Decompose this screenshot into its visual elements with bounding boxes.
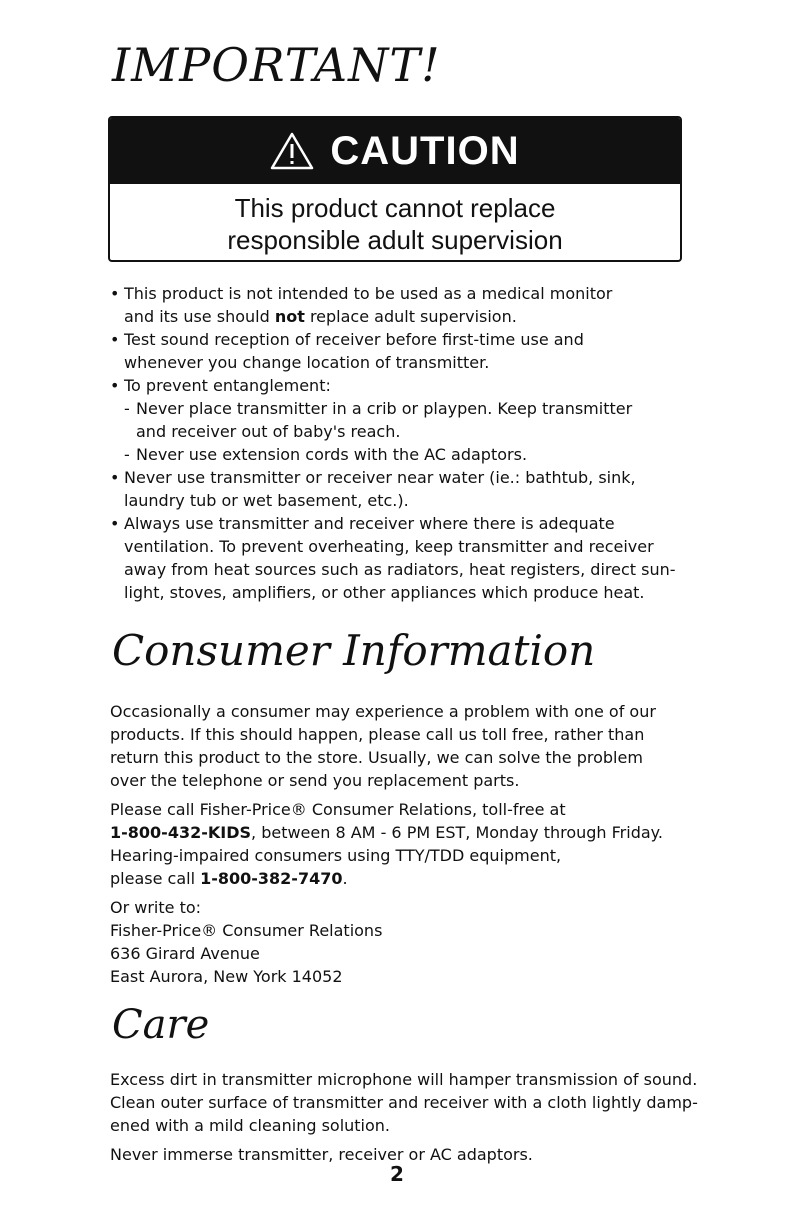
bullet-item: • Never use transmitter or receiver near water (ie.: bathtub, sink, laundry tub or wet basement, etc.). xyxy=(110,468,636,510)
bullet-item: • Always use transmitter and receiver where there is adequate ventilation. To prevent overheating, keep transmitter and receiver away from heat sources such as radiators, heat registers, direct sun- light, stoves, amplifiers, or other appliances which produce heat. xyxy=(110,514,676,602)
consumer-information-heading: Consumer Information xyxy=(112,626,596,675)
care-warning: Never immerse transmitter, receiver or AC adaptors. xyxy=(110,1145,533,1164)
caution-line-1: This product cannot replace xyxy=(234,193,556,223)
caution-box xyxy=(108,116,682,262)
consumer-information-section xyxy=(110,700,710,994)
sub-item: - Never place transmitter in a crib or playpen. Keep transmitter and receiver out of baby's reach. xyxy=(124,399,633,441)
warning-triangle-icon xyxy=(270,131,314,171)
caution-message xyxy=(110,184,680,256)
caution-line-2: responsible adult supervision xyxy=(227,225,563,255)
care-section xyxy=(110,1068,710,1172)
bullet-item: • To prevent entanglement: xyxy=(110,376,331,395)
page-title: IMPORTANT! xyxy=(112,38,441,92)
care-paragraph: Excess dirt in transmitter microphone will hamper transmission of sound. Clean outer surface of transmitter and receiver with a cloth lightly damp- ened with a mild cleaning solution. xyxy=(110,1070,698,1135)
bullet-item: • Test sound reception of receiver before first-time use and whenever you change location of transmitter. xyxy=(110,330,584,372)
caution-label: CAUTION xyxy=(330,128,520,173)
sub-item: - Never use extension cords with the AC adaptors. xyxy=(124,445,528,464)
sub-list xyxy=(110,397,710,466)
care-heading: Care xyxy=(112,1002,210,1048)
phone-number: 1-800-432-KIDS xyxy=(110,823,252,842)
caution-banner xyxy=(110,118,680,184)
safety-bullets xyxy=(110,282,710,604)
bullet-item: • This product is not intended to be used as a medical monitor and its use should not replace adult supervision. xyxy=(110,284,613,326)
tty-phone-number: 1-800-382-7470 xyxy=(200,869,343,888)
consumer-paragraph: Occasionally a consumer may experience a problem with one of our products. If this should happen, please call us toll free, rather than return this product to the store. Usually, we can solve the problem over the telephone or send you replacement parts. xyxy=(110,702,656,790)
consumer-contact-paragraph: Please call Fisher-Price® Consumer Relations, toll-free at 1-800-432-KIDS, between 8 AM - 6 PM EST, Monday through Friday. Hearing-impaired consumers using TTY/TDD equipment, please call 1-800-382-7470. xyxy=(110,800,663,888)
page-number: 2 xyxy=(390,1162,404,1186)
mailing-address: Or write to: Fisher-Price® Consumer Relations 636 Girard Avenue East Aurora, New York 14052 xyxy=(110,898,383,986)
